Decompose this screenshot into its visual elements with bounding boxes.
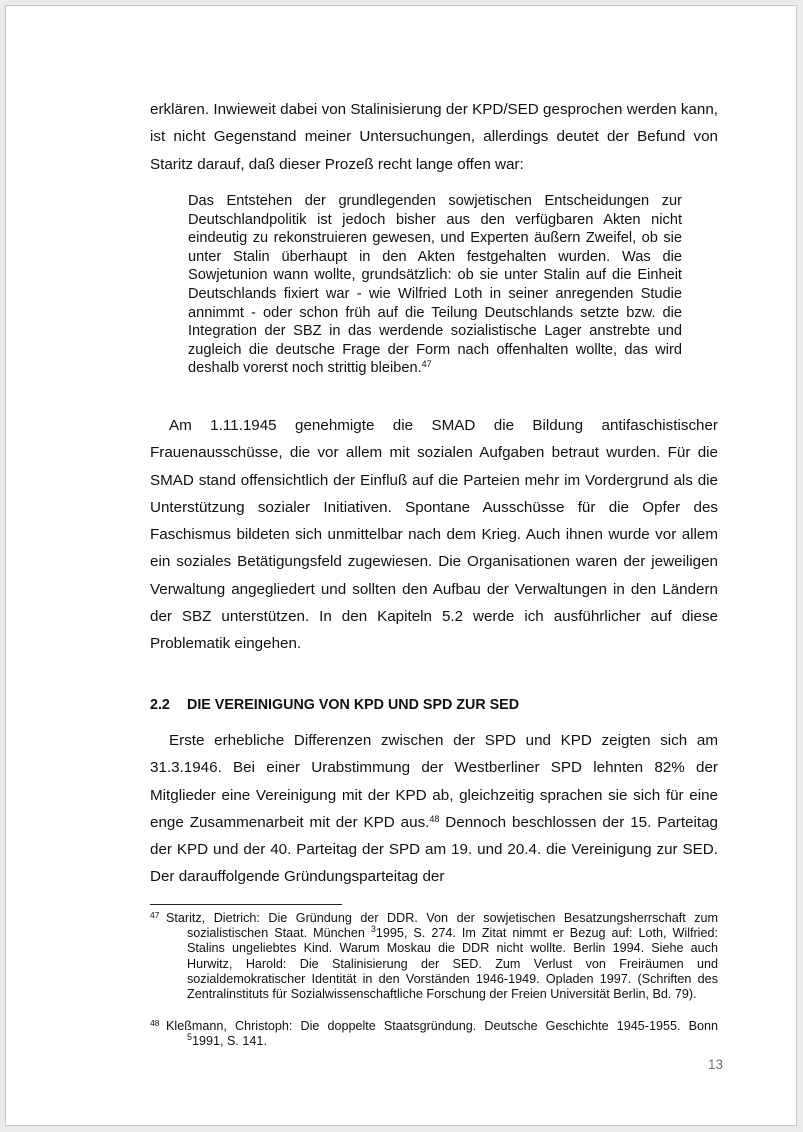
smad-paragraph: Am 1.11.1945 genehmigte die SMAD die Bildung antifaschistischer Frauenausschüsse, die vor allem mit sozialen Aufgaben betraut wurden. Für die SMAD stand offensichtlich der Einfluß auf die Parteien mehr im Vordergrund als die Unterstützung sozialer Initiativen. Spontane Ausschüsse für die Opfer des Faschismus bildeten sich unmittelbar nach dem Krieg. Auch ihnen wurde vor allem ein soziales Betätigungsfeld zugewiesen. Die Organisationen waren der jeweiligen Verwaltung angegliedert und sollten den Aufbau der Verwaltungen in den Ländern der SBZ unterstützen. In den Kapiteln 5.2 werde ich ausführlicher auf diese Problematik eingehen.	[150, 417, 718, 653]
footnote-47-edition: 3	[370, 924, 376, 935]
section-number: 2.2	[150, 697, 170, 713]
footnote-48-text	[166, 1019, 718, 1049]
section-title: DIE VEREINIGUNG VON KPD UND SPD ZUR SED	[187, 697, 520, 713]
footnote-48	[150, 1019, 718, 1049]
footnote-ref-48[interactable]: 48	[429, 813, 440, 824]
footnote-47-part2: 1995, S. 274. Im Zitat nimmt er Bezug auf: Loth, Wilfried: Stalins ungeliebtes Kind. Warum Moskau die DDR nicht wollte. Berlin 1994. Siehe auch Hurwitz, Harold: Die Stalinisierung der SED. Zum Verlust von Freiräumen und sozialdemokratischer Identität in den Vorständen 1946-1949. Opladen 1997. (Schriften des Zentralinstituts für Sozialwissenschaftliche Forschung der Freien Universität Berlin, Bd. 79).	[187, 926, 718, 1002]
footnote-ref-47[interactable]: 47	[421, 359, 432, 370]
smad-paragraph-block	[150, 412, 718, 658]
footnote-47-part1: Staritz, Dietrich: Die Gründung der DDR. Von der sowjetischen Besatzungsherrschaft zum sozialistischen Staat. München	[166, 911, 718, 941]
section-paragraph	[150, 727, 718, 891]
intro-paragraph-block	[150, 96, 718, 178]
footnote-48-part2: 1991, S. 141.	[192, 1034, 267, 1049]
footnote-48-edition: 5	[187, 1032, 193, 1043]
footnote-48-mark: 48	[150, 1018, 160, 1028]
section-paragraph-block	[150, 727, 718, 891]
footnote-48-part1: Kleßmann, Christoph: Die doppelte Staatsgründung. Deutsche Geschichte 1945-1955. Bonn	[166, 1019, 718, 1033]
block-quote-text: Das Entstehen der grundlegenden sowjetischen Entscheidungen zur Deutschlandpolitik ist jedoch bisher aus den verfügbaren Akten nicht eindeutig zu rekonstruieren gewesen, und Experten äußern Zweifel, ob sie unter Stalin überhaupt in den Akten festgehalten wurden. Was die Sowjetunion wann wollte, grundsätzlich: ob sie unter Stalin auf die Einheit Deutschlands fixiert war - wie Wilfried Loth in seiner anregenden Studie annimmt - oder schon früh auf die Teilung Deutschlands setzte bzw. die Integration der SBZ in das werdende sozialistische Lager anstrebte und zugleich die deutsche Frage der Form nach offenhalten wollte, das wird deshalb vorerst noch strittig bleiben.	[188, 193, 682, 377]
footnote-47-text	[166, 911, 718, 1002]
section-heading	[150, 697, 718, 713]
section-paragraph-text-1: Erste erhebliche Differenzen zwischen der SPD und KPD zeigten sich am 31.3.1946. Bei einer Urabstimmung der Westberliner SPD lehnten 82% der Mitglieder eine Vereinigung mit der KPD ab, gleichzeitig sprachen sie sich für eine enge Zusammenarbeit mit der KPD aus.	[150, 732, 718, 831]
block-quote	[188, 192, 682, 378]
page-number: 13	[707, 1057, 723, 1072]
section-paragraph-text-2: Dennoch beschlossen der 15. Parteitag der KPD und der 40. Parteitag der SPD am 19. und 20.4. die Vereinigung zur SED. Der darauffolgende Gründungsparteitag der	[150, 813, 718, 886]
footnote-47	[150, 911, 718, 1002]
footnote-separator	[150, 904, 342, 905]
footnote-47-mark: 47	[150, 910, 160, 920]
intro-paragraph: erklären. Inwieweit dabei von Stalinisierung der KPD/SED gesprochen werden kann, ist nicht Gegenstand meiner Untersuchungen, allerdings deutet der Befund von Staritz darauf, daß dieser Prozeß recht lange offen war:	[150, 101, 718, 173]
